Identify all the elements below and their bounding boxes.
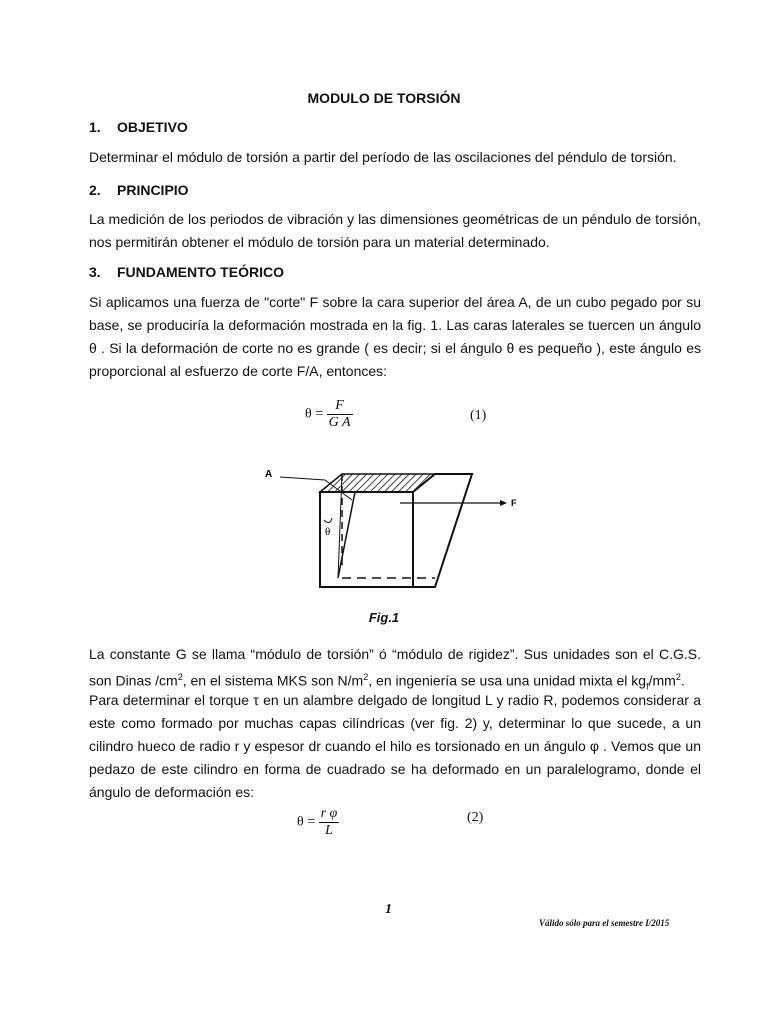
equation-numerator: F bbox=[327, 398, 353, 415]
section-number: 1. bbox=[89, 119, 101, 135]
section-heading-fundamento bbox=[89, 261, 284, 284]
text-run: . bbox=[680, 672, 685, 689]
text-run: /mm bbox=[648, 672, 676, 689]
paragraph-torque: Para determinar el torque τ en un alambre delgado de longitud L y radio R, podemos considerar a este como formado por muchas capas cilíndricas (ver fig. 2) y, determinar lo que sucede, a un cilindro hueco de radio r y espesor dr cuando el hilo es torsionado en un ángulo φ . Vemos que un pedazo de este cilindro en forma de cuadrado se ha deformado en un paralelogramo, donde el ángulo de deformación es: bbox=[89, 692, 701, 800]
label-a: A bbox=[265, 469, 273, 480]
equation-denominator: G A bbox=[328, 415, 351, 430]
equation-denominator: L bbox=[325, 823, 333, 838]
angle-arc bbox=[324, 518, 332, 523]
equation-2 bbox=[297, 806, 339, 839]
label-f: F bbox=[511, 498, 517, 508]
superscript: 2 bbox=[363, 672, 369, 682]
section-body-fundamento: Si aplicamos una fuerza de "corte" F sobre la cara superior del área A, de un cubo pegado por su base, se produciría la deformación mostrada en la fig. 1. Las caras laterales se tuercen un ángulo θ . Si la deformación de corte no es grande ( es decir; si el ángulo θ es pequeño ), este ángulo es proporcional al esfuerzo de corte F/A, entonces: bbox=[89, 294, 701, 379]
right-side-face bbox=[413, 474, 472, 587]
section-heading-text: OBJETIVO bbox=[117, 119, 188, 135]
section-heading-principio bbox=[89, 179, 189, 202]
figure-1-caption: Fig.1 bbox=[368, 610, 400, 625]
force-arrowhead bbox=[500, 500, 507, 506]
page-title: MODULO DE TORSIÓN bbox=[307, 90, 461, 106]
equation-2-tag: (2) bbox=[467, 810, 484, 825]
front-face bbox=[320, 492, 413, 587]
equation-lhs: θ = bbox=[305, 406, 324, 422]
equation-fraction bbox=[319, 806, 340, 839]
page-number: 1 bbox=[385, 902, 392, 917]
equation-fraction bbox=[327, 398, 353, 431]
superscript: 2 bbox=[177, 672, 183, 682]
section-body-objetivo: Determinar el módulo de torsión a partir del período de las oscilaciones del péndulo de torsión. bbox=[89, 149, 677, 165]
figure-1-diagram bbox=[260, 460, 530, 620]
equation-numerator: r φ bbox=[320, 806, 338, 821]
section-heading-objetivo bbox=[89, 116, 188, 139]
superscript: 2 bbox=[675, 672, 681, 682]
equation-lhs: θ = bbox=[297, 814, 316, 830]
text-run: , en el sistema MKS son N/m bbox=[182, 672, 364, 689]
label-theta: θ bbox=[325, 526, 331, 538]
section-number: 2. bbox=[89, 182, 101, 198]
section-number: 3. bbox=[89, 264, 101, 280]
section-heading-text: FUNDAMENTO TEÓRICO bbox=[117, 264, 284, 280]
validity-note: Válido sólo para el semestre I/2015 bbox=[539, 918, 670, 928]
section-body-principio: La medición de los periodos de vibración y las dimensiones geométricas de un péndulo de torsión, nos permitirán obtener el módulo de torsión para un material determinado. bbox=[89, 211, 701, 250]
equation-1 bbox=[305, 398, 353, 431]
text-run: La constante G se llama “módulo de torsión” ó “módulo de rigidez”. Sus unidades son el C.G.S. son Dinas /cm bbox=[89, 646, 701, 689]
subscript: f bbox=[646, 681, 649, 692]
text-run: , en ingeniería se usa una unidad mixta el kg bbox=[368, 672, 647, 689]
equation-1-tag: (1) bbox=[470, 408, 487, 423]
section-heading-text: PRINCIPIO bbox=[117, 182, 189, 198]
